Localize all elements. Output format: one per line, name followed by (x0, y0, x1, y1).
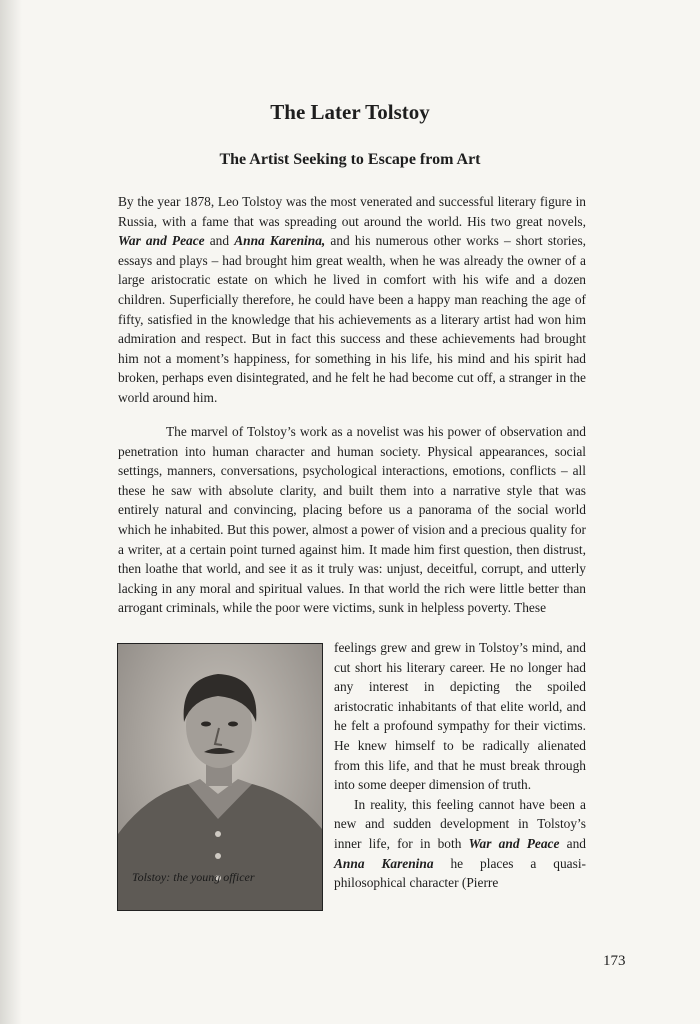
photo-caption: Tolstoy: the young officer (132, 870, 255, 884)
chapter-subtitle: The Artist Seeking to Escape from Art (219, 151, 481, 168)
paragraph-3-text-c: he places a quasi-philosophical character (Pierre (334, 855, 587, 891)
chapter-title: The Later Tolstoy (270, 100, 430, 124)
paragraph-2-continued: feelings grew and grew in Tolstoy’s mind, and cut short his literary career. He no longer had any interest in depicting the spoiled aristocratic inhabitants of that elite world, and he felt a profound sympathy for their victims. He knew himself to be radically alienated from this life, and that he must break through into some deeper dimension of truth. (334, 640, 586, 793)
title-anna-karenina-2: Anna Karenina (334, 855, 434, 871)
page-number: 173 (603, 953, 626, 969)
paragraph-3-text-a: In reality, this feeling cannot have been a new and sudden development in Tolstoy’s inner life, for in both (334, 796, 586, 851)
paragraph-3-text-b: and (559, 835, 587, 851)
paragraph-1-text-a: By the year 1878, Leo Tolstoy was the most venerated and successful literary figure in Russia, with a fame that was spreading out around the world. His two great novels, (118, 194, 586, 229)
paragraph-1 (118, 192, 586, 408)
paragraph-3 (334, 795, 586, 893)
paragraph-1-text-b: and (204, 233, 235, 249)
title-war-and-peace: War and Peace (118, 233, 205, 249)
title-anna-karenina: Anna Karenina, (234, 233, 326, 249)
paragraph-1-text-c: and his numerous other works – short stories, essays and plays – had brought him great wealth, when he was already the owner of a large aristocratic estate on which he lived in comfort with his wife and a dozen children. Superficially therefore, he could have been a happy man reaching the age of fifty, satisfied in the knowledge that his achievements as a literary artist had won him admiration and respect. But in fact this success and these achievements had brought him not a moment’s happiness, for something in his life, his mind and his spirit had broken, perhaps even disintegrated, and he felt he had become cut off, a stranger in the world around him. (118, 233, 587, 405)
portrait-photo (117, 643, 323, 911)
title-war-and-peace-2: War and Peace (468, 835, 560, 851)
text-column-beside-photo (334, 638, 586, 893)
paragraph-2: The marvel of Tolstoy’s work as a novelist was his power of observation and penetration into human character and human society. Physical appearances, social settings, manners, conversations, psychological interactions, emotions, conflicts – all these he saw with absolute clarity, and built them into a narrative style that was entirely natural and convincing, placing before us a panorama of the social world which he inhabited. But this power, almost a power of vision and a precious quality for a writer, at a certain point turned against him. It made him first question, then distrust, then loathe that world, and see it as it truly was: unjust, deceitful, corrupt, and utterly lacking in any moral and spiritual values. In that world the rich were little better than arrogant criminals, while the poor were victims, sunk in helpless poverty. These (118, 424, 586, 616)
